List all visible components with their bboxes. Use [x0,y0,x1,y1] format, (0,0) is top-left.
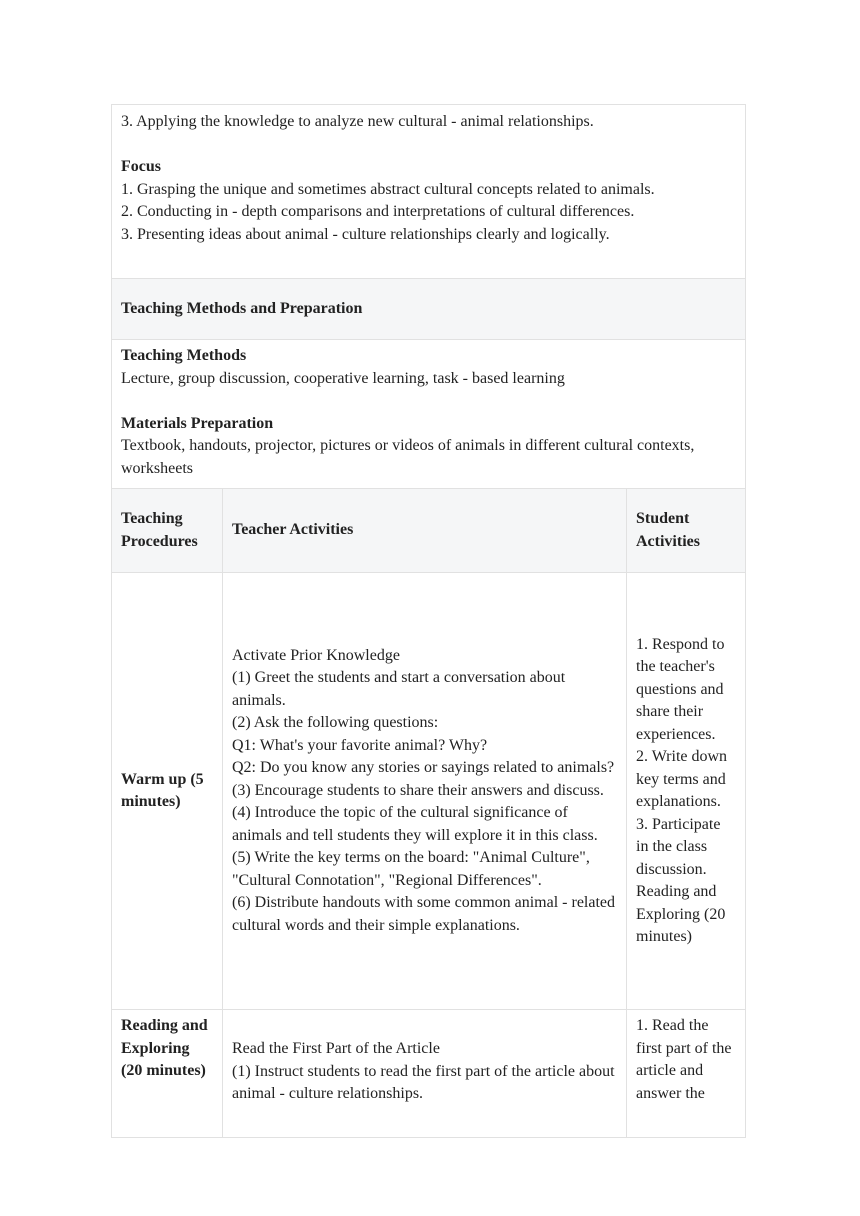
teacher-activity-line: Activate Prior Knowledge [232,646,400,664]
lesson-plan-table [111,104,746,1138]
student-activity-line: 3. Participate in the class discussion. [636,815,721,878]
procedure-header-row [112,489,746,573]
student-activity-line: 1. Respond to the teacher's questions and share their experiences. [636,635,725,743]
focus-heading: Focus [121,158,161,175]
teacher-activity-line: (2) Ask the following questions: [232,714,439,732]
warm-up-student-cell [627,573,746,1010]
objective-item: 3. Applying the knowledge to analyze new cultural - animal relationships. [121,113,594,130]
methods-row [112,340,746,489]
header-teacher-activities: Teacher Activities [223,489,627,573]
teacher-activity-line: (1) Instruct students to read the first part of the article about animal - culture relationships. [232,1062,615,1102]
teacher-activity-line: (3) Encourage students to share their answers and discuss. [232,781,604,799]
reading-student-cell [627,1010,746,1138]
warm-up-teacher-cell [223,573,627,1010]
methods-heading: Teaching Methods [121,347,247,364]
teacher-activity-line: (6) Distribute handouts with some common animal - related cultural words and their simple explanations. [232,894,616,934]
materials-heading: Materials Preparation [121,414,274,432]
methods-cell [112,340,746,489]
objectives-focus-cell [112,105,746,279]
teacher-activity-line: Q1: What's your favorite animal? Why? [232,736,488,754]
objectives-focus-row [112,105,746,279]
focus-item: 3. Presenting ideas about animal - culture relationships clearly and logically. [121,225,610,243]
teacher-activity-line: (1) Greet the students and start a conversation about animals. [232,669,566,709]
teacher-activity-line: Q2: Do you know any stories or sayings related to animals? [232,759,615,777]
materials-text: Textbook, handouts, projector, pictures or videos of animals in different cultural contexts, worksheets [121,437,695,477]
student-activity-line: Reading and Exploring (20 minutes) [636,883,726,945]
teacher-activity-line: (4) Introduce the topic of the cultural significance of animals and tell students they will explore it in this class. [232,804,598,844]
section-heading: Teaching Methods and Preparation [112,279,746,340]
focus-item: 1. Grasping the unique and sometimes abstract cultural concepts related to animals. [121,180,655,198]
focus-item: 2. Conducting in - depth comparisons and interpretations of cultural differences. [121,203,635,220]
reading-row [112,1010,746,1138]
methods-text: Lecture, group discussion, cooperative learning, task - based learning [121,369,565,387]
header-student-activities: Student Activities [627,489,746,573]
header-procedures: Teaching Procedures [112,489,223,573]
stage-warm-up: Warm up (5 minutes) [112,573,223,1010]
student-activity-line: 2. Write down key terms and explanations. [636,748,728,810]
section-heading-row [112,279,746,340]
teacher-activity-line: (5) Write the key terms on the board: "Animal Culture", "Cultural Connotation", "Regional Differences". [232,849,590,889]
stage-reading: Reading and Exploring (20 minutes) [112,1010,223,1138]
teacher-activity-line: Read the First Part of the Article [232,1040,440,1057]
student-activity-line: 1. Read the first part of the article and answer the [636,1017,732,1102]
warm-up-row [112,573,746,1010]
reading-teacher-cell [223,1010,627,1138]
